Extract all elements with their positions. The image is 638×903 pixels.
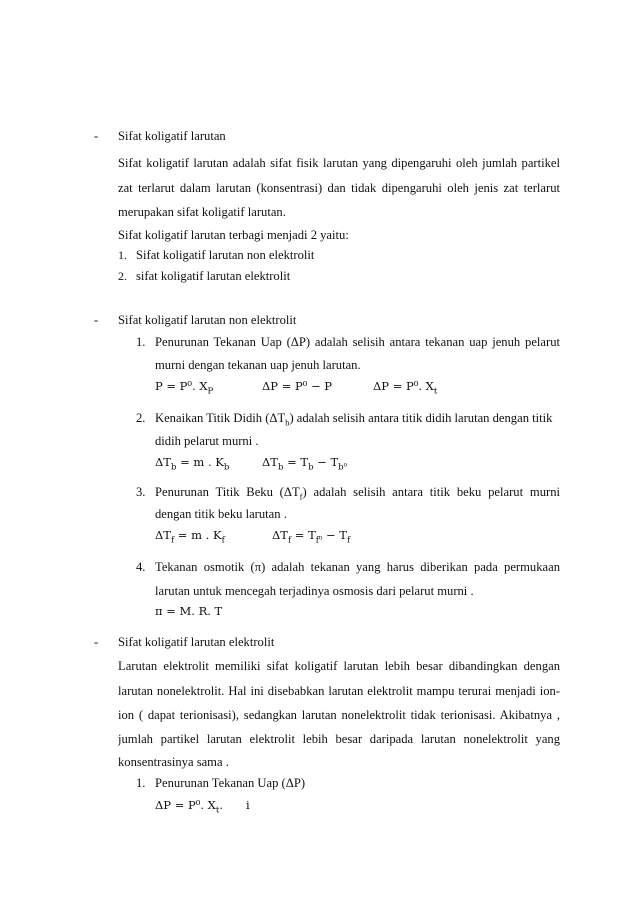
paragraph-line: Penurunan Titik Beku $(\Delta T_f)$ adalah selisih antara titik beku pelarut murni bbox=[155, 485, 560, 500]
formula: P = P⁰. $X_P$ bbox=[155, 379, 214, 397]
list-number: 1. bbox=[136, 335, 146, 349]
paragraph-line: Kenaikan Titik Didih $(\Delta T_b)$ adalah selisih antara titik didih larutan dengan titik bbox=[155, 411, 553, 428]
paragraph-line: jumlah partikel larutan elektrolit lebih besar daripada larutan nonelektrolit yang bbox=[118, 732, 560, 746]
formula: $\Delta T_b = T_b - T_{b^0}$ bbox=[262, 455, 347, 473]
list-item: sifat koligatif larutan elektrolit bbox=[136, 269, 291, 283]
section-title: Sifat koligatif larutan elektrolit bbox=[118, 635, 275, 649]
paragraph-line: Penurunan Tekanan Uap (ΔP) adalah selisih antara tekanan uap jenuh pelarut bbox=[155, 335, 560, 349]
section-title: Sifat koligatif larutan non elektrolit bbox=[118, 313, 297, 327]
paragraph-line: konsentrasinya sama . bbox=[118, 755, 229, 769]
paragraph-line: didih pelarut murni . bbox=[155, 434, 259, 448]
paragraph-line: Sifat koligatif larutan adalah sifat fisik larutan yang dipengaruhi oleh jumlah partikel bbox=[118, 156, 560, 170]
list-item: Penurunan Tekanan Uap (ΔP) bbox=[155, 776, 306, 790]
formula: ΔP = P⁰ − P bbox=[262, 379, 333, 393]
formula-factor: i bbox=[246, 798, 250, 812]
list-number: 3. bbox=[136, 485, 146, 499]
formula: π = M. R. T bbox=[155, 604, 223, 618]
bullet-dash: - bbox=[94, 635, 99, 649]
paragraph-line: dengan titik beku larutan . bbox=[155, 507, 287, 521]
section-title: Sifat koligatif larutan bbox=[118, 129, 226, 143]
list-item: Sifat koligatif larutan non elektrolit bbox=[136, 248, 315, 262]
paragraph-line: Sifat koligatif larutan terbagi menjadi 2 yaitu: bbox=[118, 228, 349, 242]
list-number: 2. bbox=[136, 411, 146, 425]
list-number: 4. bbox=[136, 560, 146, 574]
paragraph-line: Tekanan osmotik (π) adalah tekanan yang harus diberikan pada permukaan bbox=[155, 560, 560, 574]
list-number: 1. bbox=[118, 248, 127, 262]
list-number: 1. bbox=[136, 776, 146, 790]
paragraph-line: ion ( dapat terionisasi), sedangkan larutan nonelektrolit tidak terionisasi. Akibatnya , bbox=[118, 708, 560, 722]
bullet-dash: - bbox=[94, 313, 99, 327]
formula: ΔP = P⁰. $X_t$. bbox=[155, 798, 223, 816]
paragraph-line: larutan nonelektrolit. Hal ini disebabkan larutan elektrolit mampu terurai menjadi ion- bbox=[118, 684, 560, 698]
paragraph-line: Larutan elektrolit memiliki sifat koligatif larutan lebih besar dibandingkan dengan bbox=[118, 659, 560, 673]
formula: $\Delta T_f = m$ . $K_f$ bbox=[155, 528, 225, 546]
formula: $\Delta T_b = m$ . $K_b$ bbox=[155, 455, 230, 473]
formula: ΔP = P⁰. $X_t$ bbox=[373, 379, 438, 397]
paragraph-line: merupakan sifat koligatif larutan. bbox=[118, 205, 286, 219]
paragraph-line: zat terlarut dalam larutan (konsentrasi) dan tidak dipengaruhi oleh jenis zat terlarut bbox=[118, 181, 560, 195]
list-number: 2. bbox=[118, 269, 127, 283]
paragraph-line: murni dengan tekanan uap jenuh larutan. bbox=[155, 358, 361, 372]
formula: $\Delta T_f = T_{f^0} - T_f$ bbox=[272, 528, 351, 546]
paragraph-line: larutan untuk mencegah terjadinya osmosis dari pelarut murni . bbox=[155, 584, 474, 598]
bullet-dash: - bbox=[94, 129, 99, 143]
